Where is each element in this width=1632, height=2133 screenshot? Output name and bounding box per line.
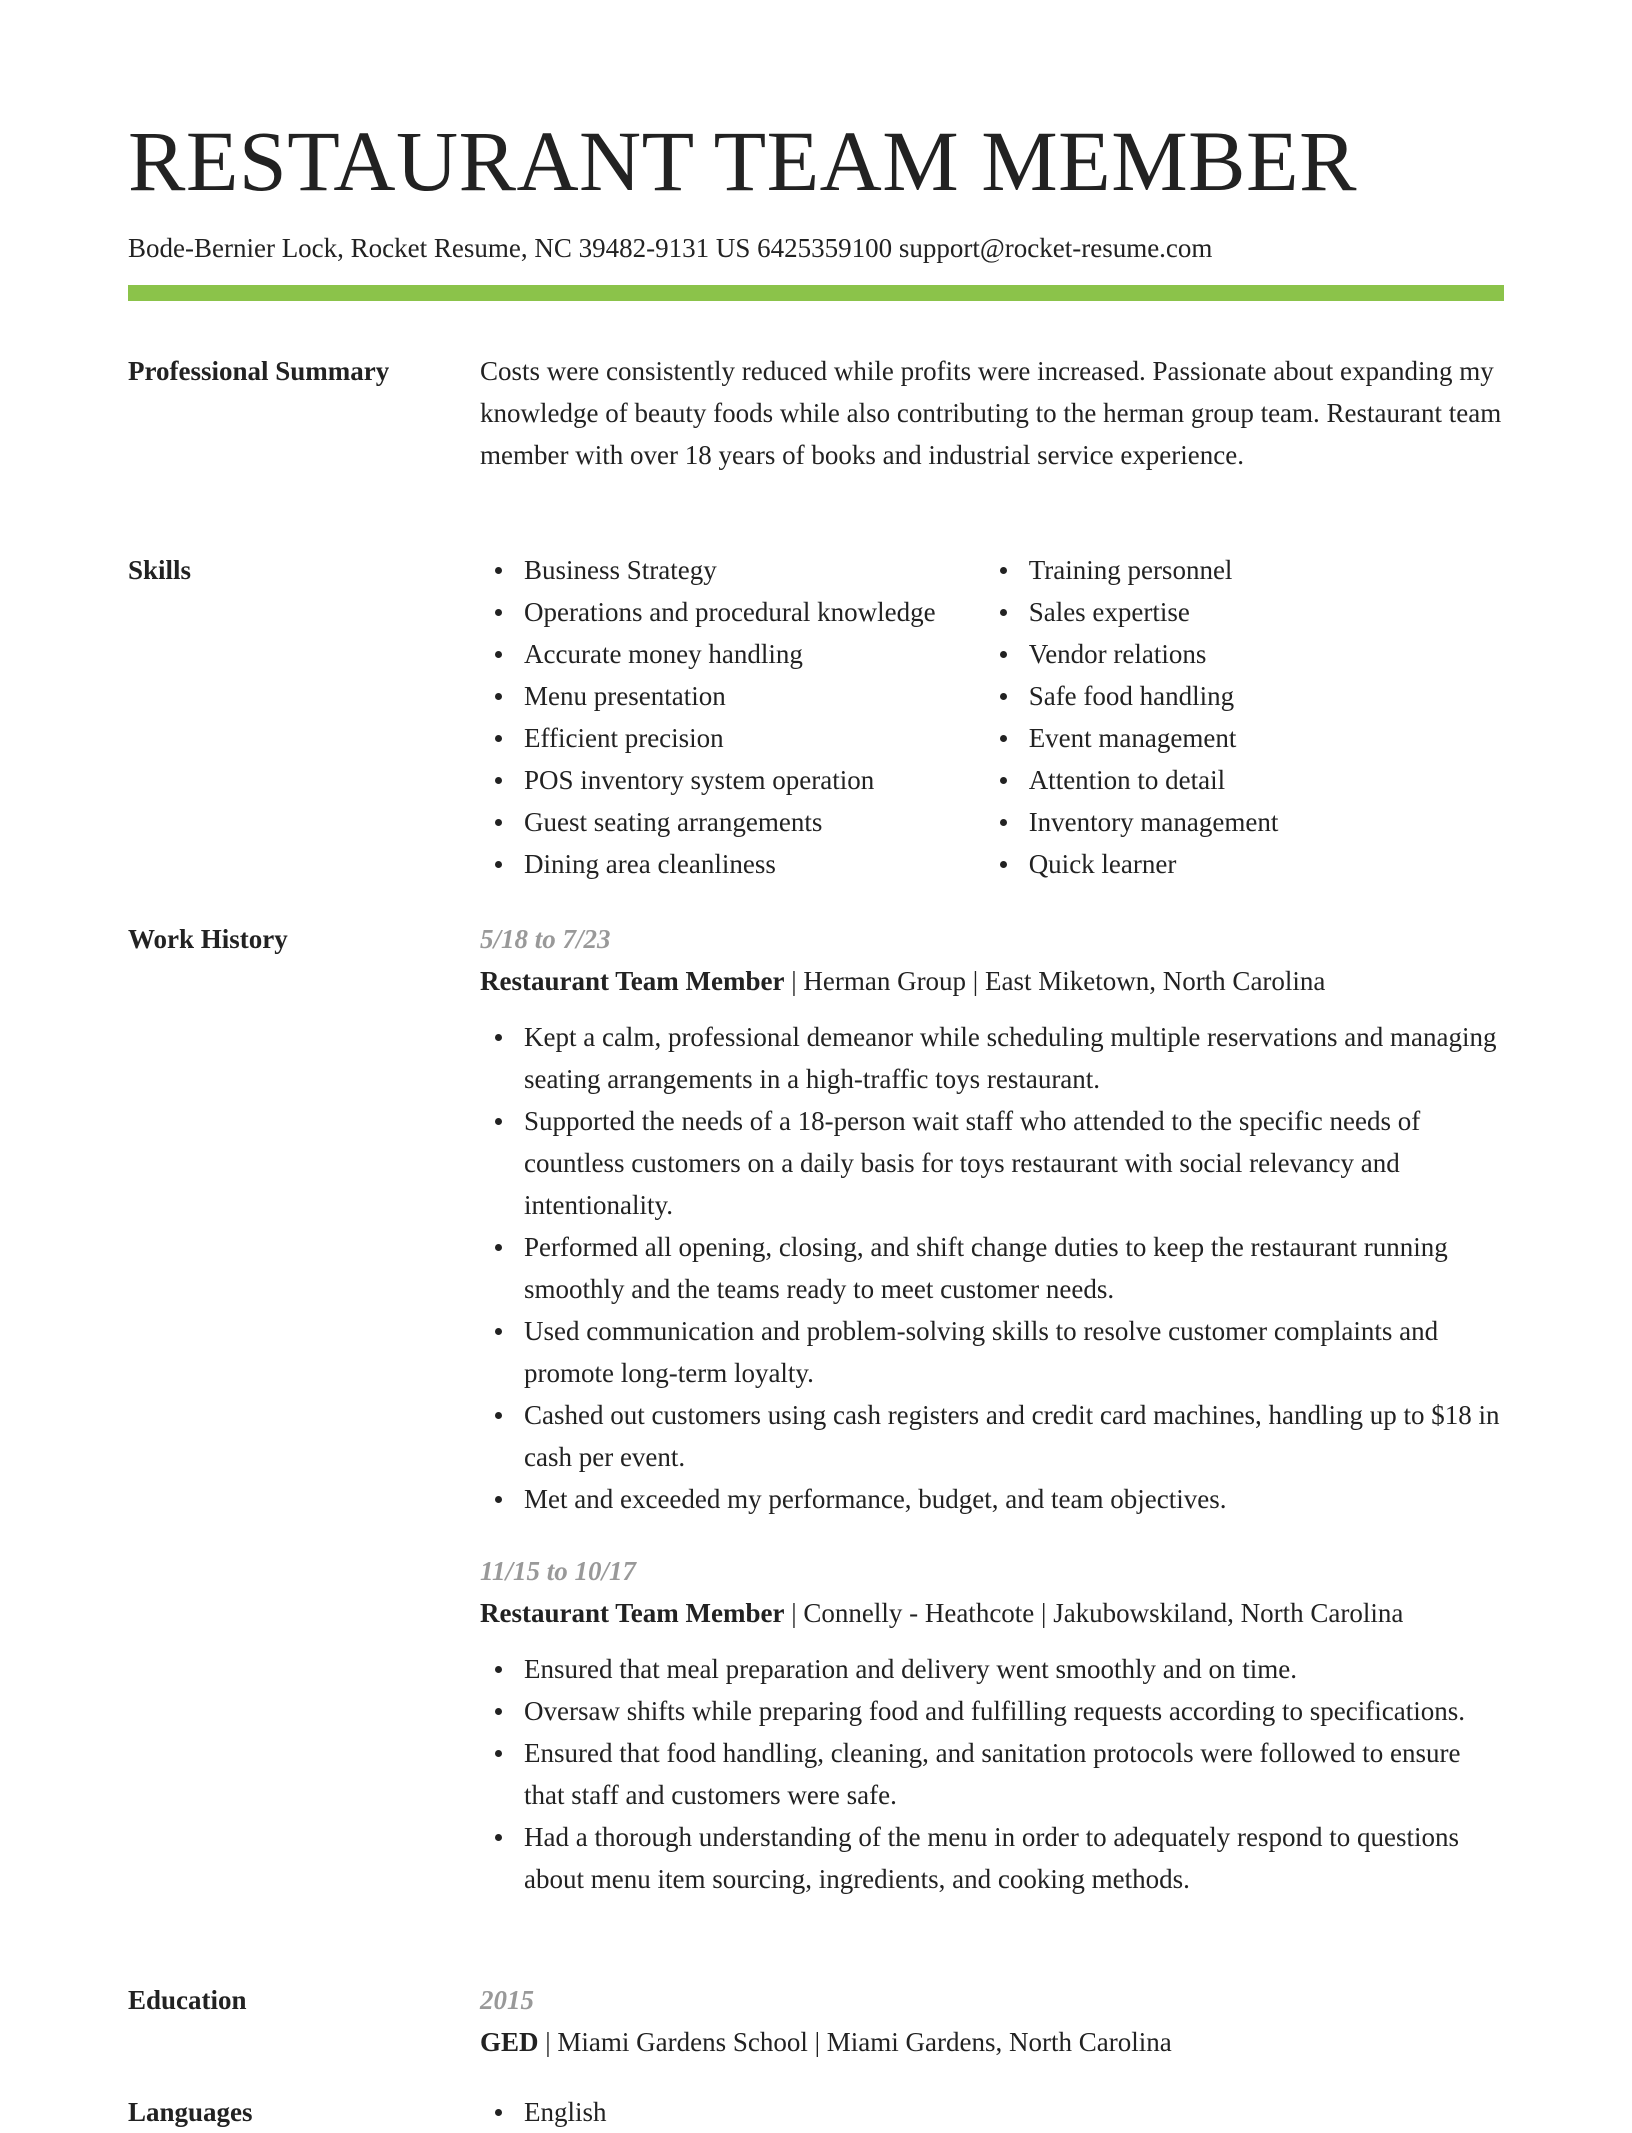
languages-list <box>480 2091 1504 2133</box>
list-item: Accurate money handling <box>524 633 985 675</box>
list-item: Event management <box>1029 717 1504 759</box>
skills-column-2 <box>985 549 1504 885</box>
job-entry <box>480 1550 1504 1900</box>
list-item: Performed all opening, closing, and shift change duties to keep the restaurant running smoothly and the teams ready to meet customer needs. <box>524 1226 1504 1310</box>
job-title: Restaurant Team Member <box>480 1598 785 1628</box>
languages-heading: Languages <box>128 2097 253 2127</box>
list-item: Dining area cleanliness <box>524 843 985 885</box>
list-item: Supported the needs of a 18-person wait staff who attended to the specific needs of countless customers on a daily basis for toys restaurant with social relevancy and intentionality. <box>524 1100 1504 1226</box>
list-item: Efficient precision <box>524 717 985 759</box>
list-item: POS inventory system operation <box>524 759 985 801</box>
skills-body <box>480 549 1504 885</box>
work-history-body <box>480 918 1504 1900</box>
job-title: Restaurant Team Member <box>480 966 785 996</box>
resume-title: RESTAURANT TEAM MEMBER <box>128 113 1357 209</box>
education-body <box>480 1979 1504 2077</box>
list-item: Quick learner <box>1029 843 1504 885</box>
education-year: 2015 <box>480 1985 534 2015</box>
job-heading <box>480 960 1504 1002</box>
list-item: Guest seating arrangements <box>524 801 985 843</box>
list-item: Safe food handling <box>1029 675 1504 717</box>
list-item: Cashed out customers using cash registers and credit card machines, handling up to $18 in cash per event. <box>524 1394 1504 1478</box>
list-item: Ensured that meal preparation and delivery went smoothly and on time. <box>524 1648 1504 1690</box>
job-details: | Herman Group | East Miketown, North Carolina <box>784 966 1326 996</box>
job-responsibilities <box>480 1016 1504 1520</box>
list-item: Vendor relations <box>1029 633 1504 675</box>
skills-heading: Skills <box>128 555 192 585</box>
list-item: Used communication and problem-solving skills to resolve customer complaints and promote long-term loyalty. <box>524 1310 1504 1394</box>
list-item: Met and exceeded my performance, budget, and team objectives. <box>524 1478 1504 1520</box>
list-item: Business Strategy <box>524 549 985 591</box>
summary-body <box>480 350 1504 476</box>
list-item: Operations and procedural knowledge <box>524 591 985 633</box>
job-heading <box>480 1592 1504 1634</box>
list-item: Oversaw shifts while preparing food and fulfilling requests according to specifications. <box>524 1690 1504 1732</box>
education-line <box>480 2021 1504 2063</box>
summary-heading: Professional Summary <box>128 356 390 386</box>
education-heading: Education <box>128 1985 247 2015</box>
list-item: Training personnel <box>1029 549 1504 591</box>
summary-text: Costs were consistently reduced while profits were increased. Passionate about expanding my knowledge of beauty foods while also contributing to the herman group team. Restaurant team member with over 18 years of books and industrial service experience. <box>480 356 1502 470</box>
list-item: Inventory management <box>1029 801 1504 843</box>
list-item: English <box>524 2091 1504 2133</box>
job-details: | Connelly - Heathcote | Jakubowskiland, North Carolina <box>784 1598 1404 1628</box>
header-divider <box>128 285 1504 301</box>
languages-body <box>480 2091 1504 2133</box>
list-item: Had a thorough understanding of the menu in order to adequately respond to questions about menu item sourcing, ingredients, and cooking methods. <box>524 1816 1504 1900</box>
list-item: Ensured that food handling, cleaning, and sanitation protocols were followed to ensure that staff and customers were safe. <box>524 1732 1504 1816</box>
contact-line: Bode-Bernier Lock, Rocket Resume, NC 39482-9131 US 6425359100 support@rocket-resume.com <box>128 233 1213 263</box>
job-dates: 5/18 to 7/23 <box>480 924 611 954</box>
education-degree: GED <box>480 2027 539 2057</box>
job-responsibilities <box>480 1648 1504 1900</box>
job-dates: 11/15 to 10/17 <box>480 1556 637 1586</box>
list-item: Sales expertise <box>1029 591 1504 633</box>
list-item: Attention to detail <box>1029 759 1504 801</box>
skills-column-1 <box>480 549 985 885</box>
education-details: | Miami Gardens School | Miami Gardens, North Carolina <box>538 2027 1172 2057</box>
work-history-heading: Work History <box>128 924 288 954</box>
list-item: Kept a calm, professional demeanor while scheduling multiple reservations and managing seating arrangements in a high-traffic toys restaurant. <box>524 1016 1504 1100</box>
list-item: Menu presentation <box>524 675 985 717</box>
job-entry <box>480 918 1504 1520</box>
